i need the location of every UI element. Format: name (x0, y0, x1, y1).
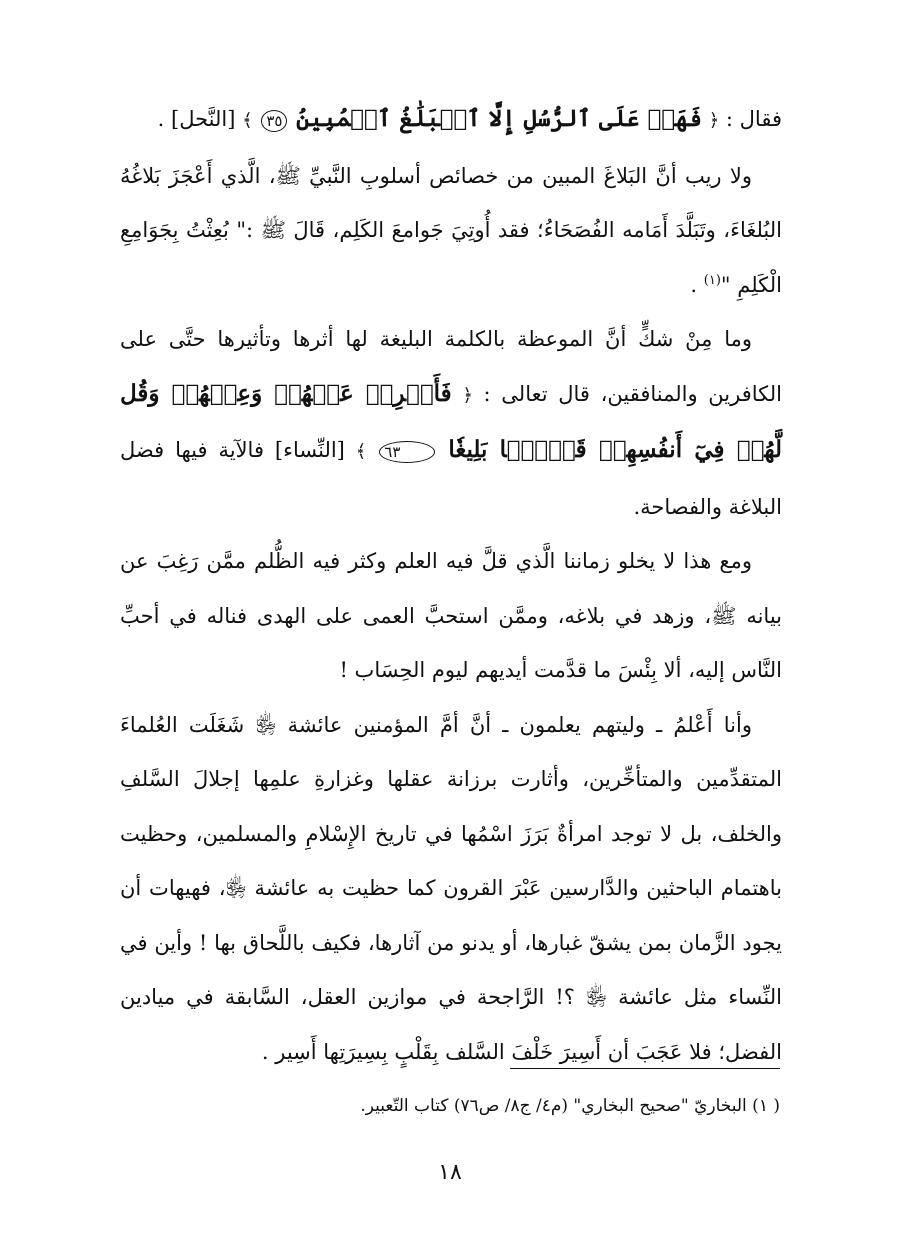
surah-reference: [النِّساء] فالآية فيها فضل البلاغة والفصاحة. (120, 438, 782, 519)
main-text-body (120, 92, 782, 1079)
paragraph-3 (120, 312, 782, 534)
surah-reference: [النَّحل] . (157, 107, 243, 131)
paragraph-2-end: . (690, 272, 704, 297)
intro-text: فقال : (719, 107, 782, 131)
paragraph-2-text: ولا ريب أنَّ البَلاغَ المبين من خصائص أسلوبِ النَّبيِّ ﷺ، الَّذي أَعْجَزَ بَلاغُهُ البُلغَاءَ، وتَبَلَّدَ أَمَامه الفُصَحَاءُ؛ فقد أُوتِيَ جَوامعَ الكَلِم، قَالَ ﷺ :" بُعِثْتُ بِجَوَامِعِ الْكَلِمِ " (120, 163, 782, 297)
footnote-text: ( ١) البخاريّ "صحيح البخاري" (م٤/ ج٨/ ص٧٦) كتاب التّعبير. (360, 1096, 780, 1116)
quran-verse-nahl: فَهَلۡ عَلَى ٱلرُّسُلِ إِلَّا ٱلۡبَلَٰغُ ٱلۡمُبِينُ (296, 105, 703, 132)
paragraph-1 (120, 92, 782, 149)
paragraph-4: ومع هذا لا يخلو زماننا الَّذي قلَّ فيه العلم وكثر فيه الظُّلم ممَّن رَغِبَ عن بيانه ﷺ، وزهد في بلاغه، وممَّن استحبَّ العمى على الهدى فناله في أحبِّ النَّاس إليه، ألا بِئْسَ ما قدَّمت أيديهم ليوم الحِسَاب ! (120, 549, 782, 682)
paragraph-5: وأنا أَعْلمُ ـ وليتهم يعلمون ـ أنَّ أمَّ المؤمنين عائشة ﵂ شَغَلَت العُلماءَ المتقدِّمين والمتأخِّرين، وأثارت برزانة عقلها وغزارةِ علمِها إجلالَ السَّلفِ والخلف، بل لا توجد امرأةٌ بَرَزَ اسْمُها في تاريخ الإِسْلامِ والمسلمين، وحظيت باهتمام الباحثين والدَّارسين عَبْرَ القرون كما حظيت به عائشة ﵂، فهيهات أن يجود الزَّمان بمن يشقّ غبارها، أو يدنو من آثارها، فكيف باللَّحاق بها ! وأين في النِّساء مثل عائشة ﵂ ؟! الرَّاجحة في موازين العقل، السَّابقة في ميادين الفضل؛ فلا عَجَبَ أن أَسِيرَ خَلْفَ السَّلف بِقَلْبٍ بِسِيرَتِها أَسِير . (120, 712, 782, 1064)
paragraph-2 (120, 149, 782, 313)
quran-close-bracket: ﴾ (242, 110, 253, 131)
footnote-reference[interactable]: (١) (703, 272, 721, 288)
footnote-separator (510, 1068, 780, 1069)
quran-open-bracket: ﴿ (708, 110, 720, 131)
quran-open-bracket: ﴿ (462, 384, 473, 406)
ayah-number-badge: ٦٣ (379, 441, 435, 463)
paragraph-3-text: وما مِنْ شكٍّ أنَّ الموعظة بالكلمة البليغة لها أثرها وتأثيرها حتَّى على الكافرين والمنافقين، قال تعالى : (120, 327, 782, 406)
page-number: ١٨ (438, 1160, 462, 1185)
quran-verse-nisa: فَأَعۡرِضۡ عَنۡهُمۡ وَعِظۡهُمۡ وَقُل لَّهُمۡ فِيٓ أَنفُسِهِمۡ قَوۡلَۢا بَلِيغٗا (120, 379, 782, 463)
ayah-number-badge: ٣٥ (261, 110, 287, 132)
quran-close-bracket: ﴾ (355, 441, 367, 462)
